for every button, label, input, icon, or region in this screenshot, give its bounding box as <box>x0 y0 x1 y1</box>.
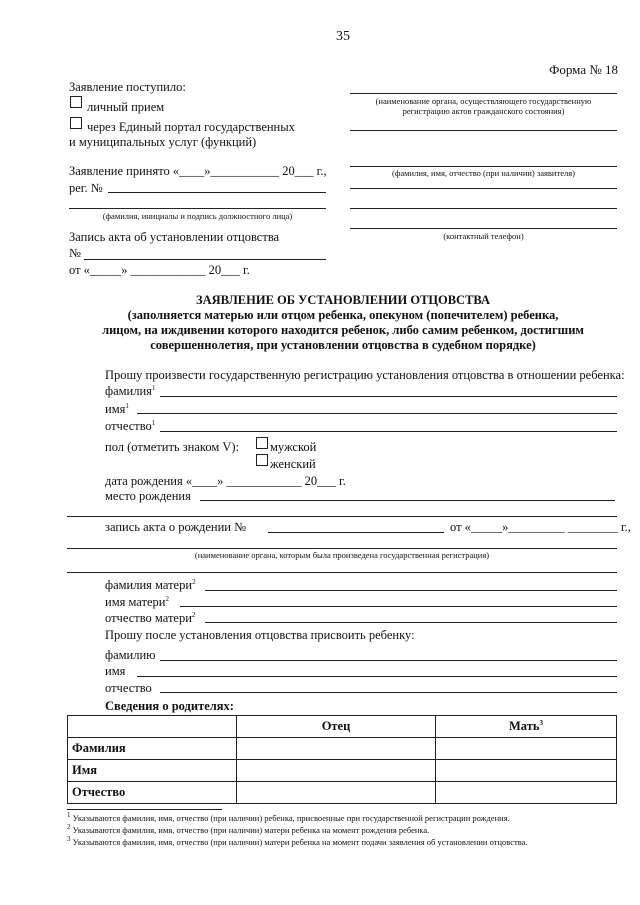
portal-label-2: и муниципальных услуг (функций) <box>69 135 257 149</box>
applicant-field-2[interactable] <box>350 188 617 189</box>
father-surname-cell[interactable] <box>237 738 436 760</box>
footnote-mark-1: 1 <box>125 401 129 410</box>
form-number: Форма № 18 <box>549 62 618 77</box>
mother-patronymic-field[interactable] <box>205 622 617 623</box>
child-surname-label: фамилия$^1$ <box>105 383 156 398</box>
mother-surname-field[interactable] <box>205 590 617 591</box>
footnote-3: $^3$ Указываются фамилия, имя, отчество (при наличии) матери ребенка на момент подачи заявления об установлении отцовства. <box>67 835 528 847</box>
request-text: Прошу произвести государственную регистрацию установления отцовства в отношении ребенка: <box>105 368 625 382</box>
child-surname-field[interactable] <box>160 396 617 397</box>
child-name-field[interactable] <box>137 413 617 414</box>
act-record-num: № <box>69 246 81 260</box>
assign-surname-field[interactable] <box>160 660 617 661</box>
birth-place-label: место рождения <box>105 489 191 503</box>
female-checkbox[interactable] <box>256 454 268 466</box>
organ-field[interactable] <box>350 93 617 94</box>
organ-caption-2: регистрацию актов гражданского состояния) <box>402 106 565 116</box>
form-subtitle-3: совершеннолетия, при установлении отцовства в судебном порядке) <box>150 338 536 352</box>
child-name-label: имя$^1$ <box>105 401 129 416</box>
mother-surname-cell[interactable] <box>436 738 617 760</box>
official-caption: (фамилия, инициалы и подпись должностного лица) <box>102 211 293 221</box>
sex-label: пол (отметить знаком V): <box>105 440 240 454</box>
female-label: женский <box>270 457 316 471</box>
reg-label: рег. № <box>69 181 103 195</box>
table-row <box>68 760 617 782</box>
birth-date: дата рождения «____» ____________ 20___ г. <box>105 474 346 488</box>
child-patronymic-field[interactable] <box>160 431 617 432</box>
page-number: 35 <box>336 29 350 44</box>
assign-surname-label: фамилию <box>105 648 156 662</box>
mother-name-label: имя матери$^2$ <box>105 594 169 609</box>
male-label: мужской <box>270 440 317 454</box>
footnote-mark-2: 2 <box>191 610 196 619</box>
act-record-label: Запись акта об установлении отцовства <box>69 230 280 244</box>
table-row <box>68 738 617 760</box>
birth-record-organ-field-2[interactable] <box>67 572 617 573</box>
personal-checkbox[interactable] <box>70 96 82 108</box>
row-label-surname: Фамилия <box>68 738 237 760</box>
footnote-mark-1: 1 <box>151 418 156 427</box>
footnote-2: $^2$ Указываются фамилия, имя, отчество (при наличии) матери ребенка на момент рождения ребенка. <box>67 823 430 835</box>
footnote-1: $^1$ Указываются фамилия, имя, отчество (при наличии) ребенка, присвоенные при государственной регистрации рождения. <box>67 811 510 823</box>
birth-record-date: от «_____»_________ ________ г., <box>450 520 631 534</box>
birth-place-field-2[interactable] <box>67 516 617 517</box>
table-header-row <box>68 716 617 738</box>
child-patronymic-label: отчество$^1$ <box>105 418 156 433</box>
male-checkbox[interactable] <box>256 437 268 449</box>
phone-caption: (контактный телефон) <box>443 231 524 241</box>
birth-place-field[interactable] <box>200 500 615 501</box>
father-name-cell[interactable] <box>237 760 436 782</box>
table-corner-cell <box>68 716 237 738</box>
portal-checkbox[interactable] <box>70 117 82 129</box>
parents-title: Сведения о родителях: <box>105 699 234 713</box>
birth-record-organ-caption: (наименование органа, которым была произведена государственная регистрация) <box>194 550 490 560</box>
mother-name-field[interactable] <box>180 606 617 607</box>
official-signature-field[interactable] <box>69 208 326 209</box>
birth-record-number-field[interactable] <box>268 532 444 533</box>
received-label: Заявление поступило: <box>69 80 186 94</box>
birth-record-label: запись акта о рождении № <box>105 520 247 534</box>
col-father: Отец <box>237 716 436 738</box>
mother-patronymic-label: отчество матери$^2$ <box>105 610 196 625</box>
form-subtitle-2: лицом, на иждивении которого находится ребенок, либо самим ребенком, достигшим <box>102 323 584 337</box>
mother-surname-label: фамилия матери$^2$ <box>105 577 196 592</box>
applicant-field-3[interactable] <box>350 208 617 209</box>
birth-record-organ-field[interactable] <box>67 548 617 549</box>
form-title: ЗАЯВЛЕНИЕ ОБ УСТАНОВЛЕНИИ ОТЦОВСТВА <box>195 293 490 307</box>
act-record-date: от «_____» ____________ 20___ г. <box>69 263 250 277</box>
applicant-caption: (фамилия, имя, отчество (при наличии) заявителя) <box>392 168 575 178</box>
parents-table <box>67 715 617 804</box>
form-subtitle-1: (заполняется матерью или отцом ребенка, опекуном (попечителем) ребенка, <box>127 308 559 322</box>
mother-name-cell[interactable] <box>436 760 617 782</box>
table-row <box>68 782 617 804</box>
assign-name-label: имя <box>105 664 126 678</box>
portal-label-1: через Единый портал государственных <box>87 120 295 134</box>
col-mother: Мать$^3$ <box>436 716 617 738</box>
footnote-mark-1: 1 <box>151 383 156 392</box>
footnote-divider <box>67 809 222 810</box>
personal-label: личный прием <box>87 100 165 114</box>
row-label-patronymic: Отчество <box>68 782 237 804</box>
row-label-name: Имя <box>68 760 237 782</box>
footnote-mark-2: 2 <box>165 594 169 603</box>
organ-field-2[interactable] <box>350 130 617 131</box>
assign-label: Прошу после установления отцовства присвоить ребенку: <box>105 628 415 642</box>
reg-number-field[interactable] <box>108 192 326 193</box>
assign-patronymic-field[interactable] <box>160 692 617 693</box>
footnote-mark-2: 2 <box>192 577 196 586</box>
phone-field[interactable] <box>350 228 617 229</box>
applicant-field[interactable] <box>350 166 617 167</box>
father-patronymic-cell[interactable] <box>237 782 436 804</box>
organ-caption-1: (наименование органа, осуществляющего государственную <box>375 96 592 106</box>
footnote-mark-3: 3 <box>539 718 543 727</box>
mother-patronymic-cell[interactable] <box>436 782 617 804</box>
assign-name-field[interactable] <box>137 676 617 677</box>
accepted-label: Заявление принято «____»___________ 20___ г., <box>69 164 327 178</box>
assign-patronymic-label: отчество <box>105 681 152 695</box>
act-record-number-field[interactable] <box>84 259 326 260</box>
